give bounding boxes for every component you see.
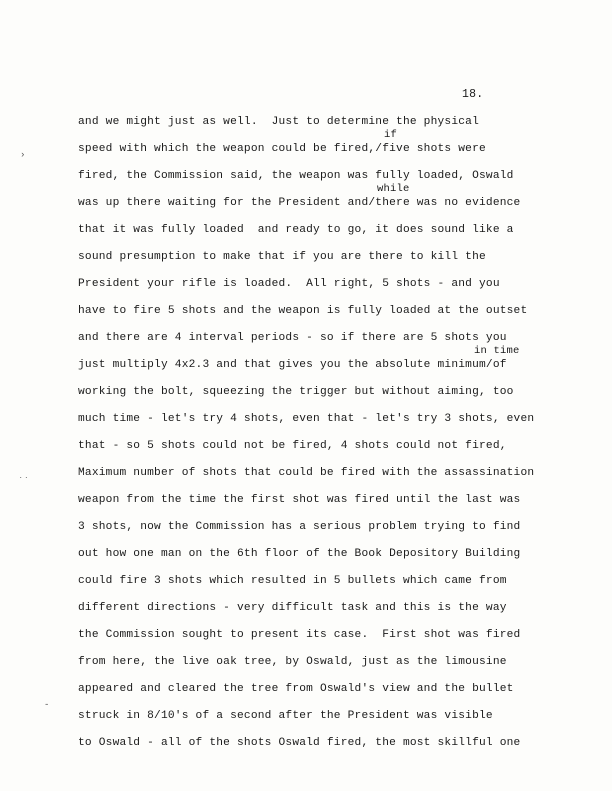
text-line: from here, the live oak tree, by Oswald, just as the limousine	[78, 656, 507, 668]
text-line: struck in 8/10's of a second after the President was visible	[78, 710, 493, 722]
text-line: out how one man on the 6th floor of the Book Depository Building	[78, 548, 521, 560]
text-line: just multiply 4x2.3 and that gives you the absolute minimum/of	[78, 359, 507, 371]
text-line: and there are 4 interval periods - so if there are 5 shots you	[78, 332, 507, 344]
text-line: that it was fully loaded and ready to go, it does sound like a	[78, 224, 514, 236]
text-line: different directions - very difficult task and this is the way	[78, 602, 507, 614]
margin-speck: -	[44, 700, 50, 710]
interlinear-insertion-in-time: in time	[474, 345, 520, 357]
margin-speck: ›	[20, 150, 26, 160]
text-line: speed with which the weapon could be fired,/five shots were	[78, 143, 486, 155]
interlinear-insertion-while: while	[377, 183, 410, 195]
text-line: and we might just as well. Just to determine the physical	[78, 116, 479, 128]
text-line: weapon from the time the first shot was fired until the last was	[78, 494, 521, 506]
text-line: appeared and cleared the tree from Oswald's view and the bullet	[78, 683, 514, 695]
text-line: fired, the Commission said, the weapon was fully loaded, Oswald	[78, 170, 514, 182]
text-line: much time - let's try 4 shots, even that - let's try 3 shots, even	[78, 413, 535, 425]
text-line: working the bolt, squeezing the trigger but without aiming, too	[78, 386, 514, 398]
text-line: to Oswald - all of the shots Oswald fired, the most skillful one	[78, 737, 521, 749]
text-line: sound presumption to make that if you are there to kill the	[78, 251, 486, 263]
text-line: was up there waiting for the President and/there was no evidence	[78, 197, 521, 209]
interlinear-insertion-if: if	[384, 129, 398, 141]
text-line: could fire 3 shots which resulted in 5 bullets which came from	[78, 575, 507, 587]
page-number: 18.	[462, 88, 484, 101]
text-line: President your rifle is loaded. All right, 5 shots - and you	[78, 278, 500, 290]
margin-speck: ˙˙	[18, 477, 30, 487]
text-line: Maximum number of shots that could be fired with the assassination	[78, 467, 535, 479]
text-line: have to fire 5 shots and the weapon is fully loaded at the outset	[78, 305, 528, 317]
text-line: 3 shots, now the Commission has a serious problem trying to find	[78, 521, 521, 533]
text-line: that - so 5 shots could not be fired, 4 shots could not fired,	[78, 440, 507, 452]
text-line: the Commission sought to present its case. First shot was fired	[78, 629, 521, 641]
